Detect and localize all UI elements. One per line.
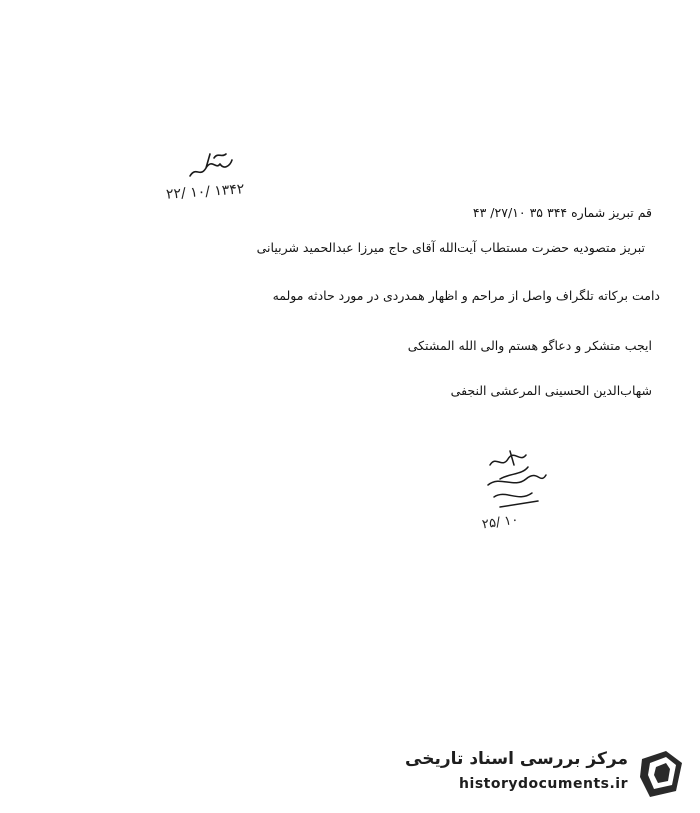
handwritten-note [470, 445, 560, 545]
note-date: ۲۵/ ۱۰ [481, 512, 520, 533]
watermark-title: مرکز بررسی اسناد تاریخی [405, 749, 628, 769]
archive-logo-icon [636, 747, 688, 801]
body-line-2: ایجب متشکر و دعاگو هستم والی الله المشتکی [407, 338, 652, 353]
header-line: قم تبریز شماره ۳۴۴ ۳۵ ۲۷/۱۰/ ۴۳ [472, 205, 652, 220]
sender-signature-line: شهاب‌الدین الحسینی المرعشی النجفی [450, 383, 652, 398]
body-line-1: دامت برکاته تلگراف واصل از مراحم و اظهار همدردی در مورد حادثه مولمه [272, 288, 660, 303]
stamp-date: ۲۲/ ۱۰/ ۱۳۴۲ [165, 181, 245, 203]
handwritten-signature [470, 445, 560, 520]
address-line: تبریز متصودیه حضرت مستطاب آیت‌الله آقای حاج میرزا عبدالحمید شربیانی [256, 240, 645, 255]
watermark-url: historydocuments.ir [459, 776, 628, 792]
received-stamp [160, 148, 260, 208]
archive-watermark [402, 745, 692, 805]
handwritten-telegram-mark [160, 148, 260, 188]
